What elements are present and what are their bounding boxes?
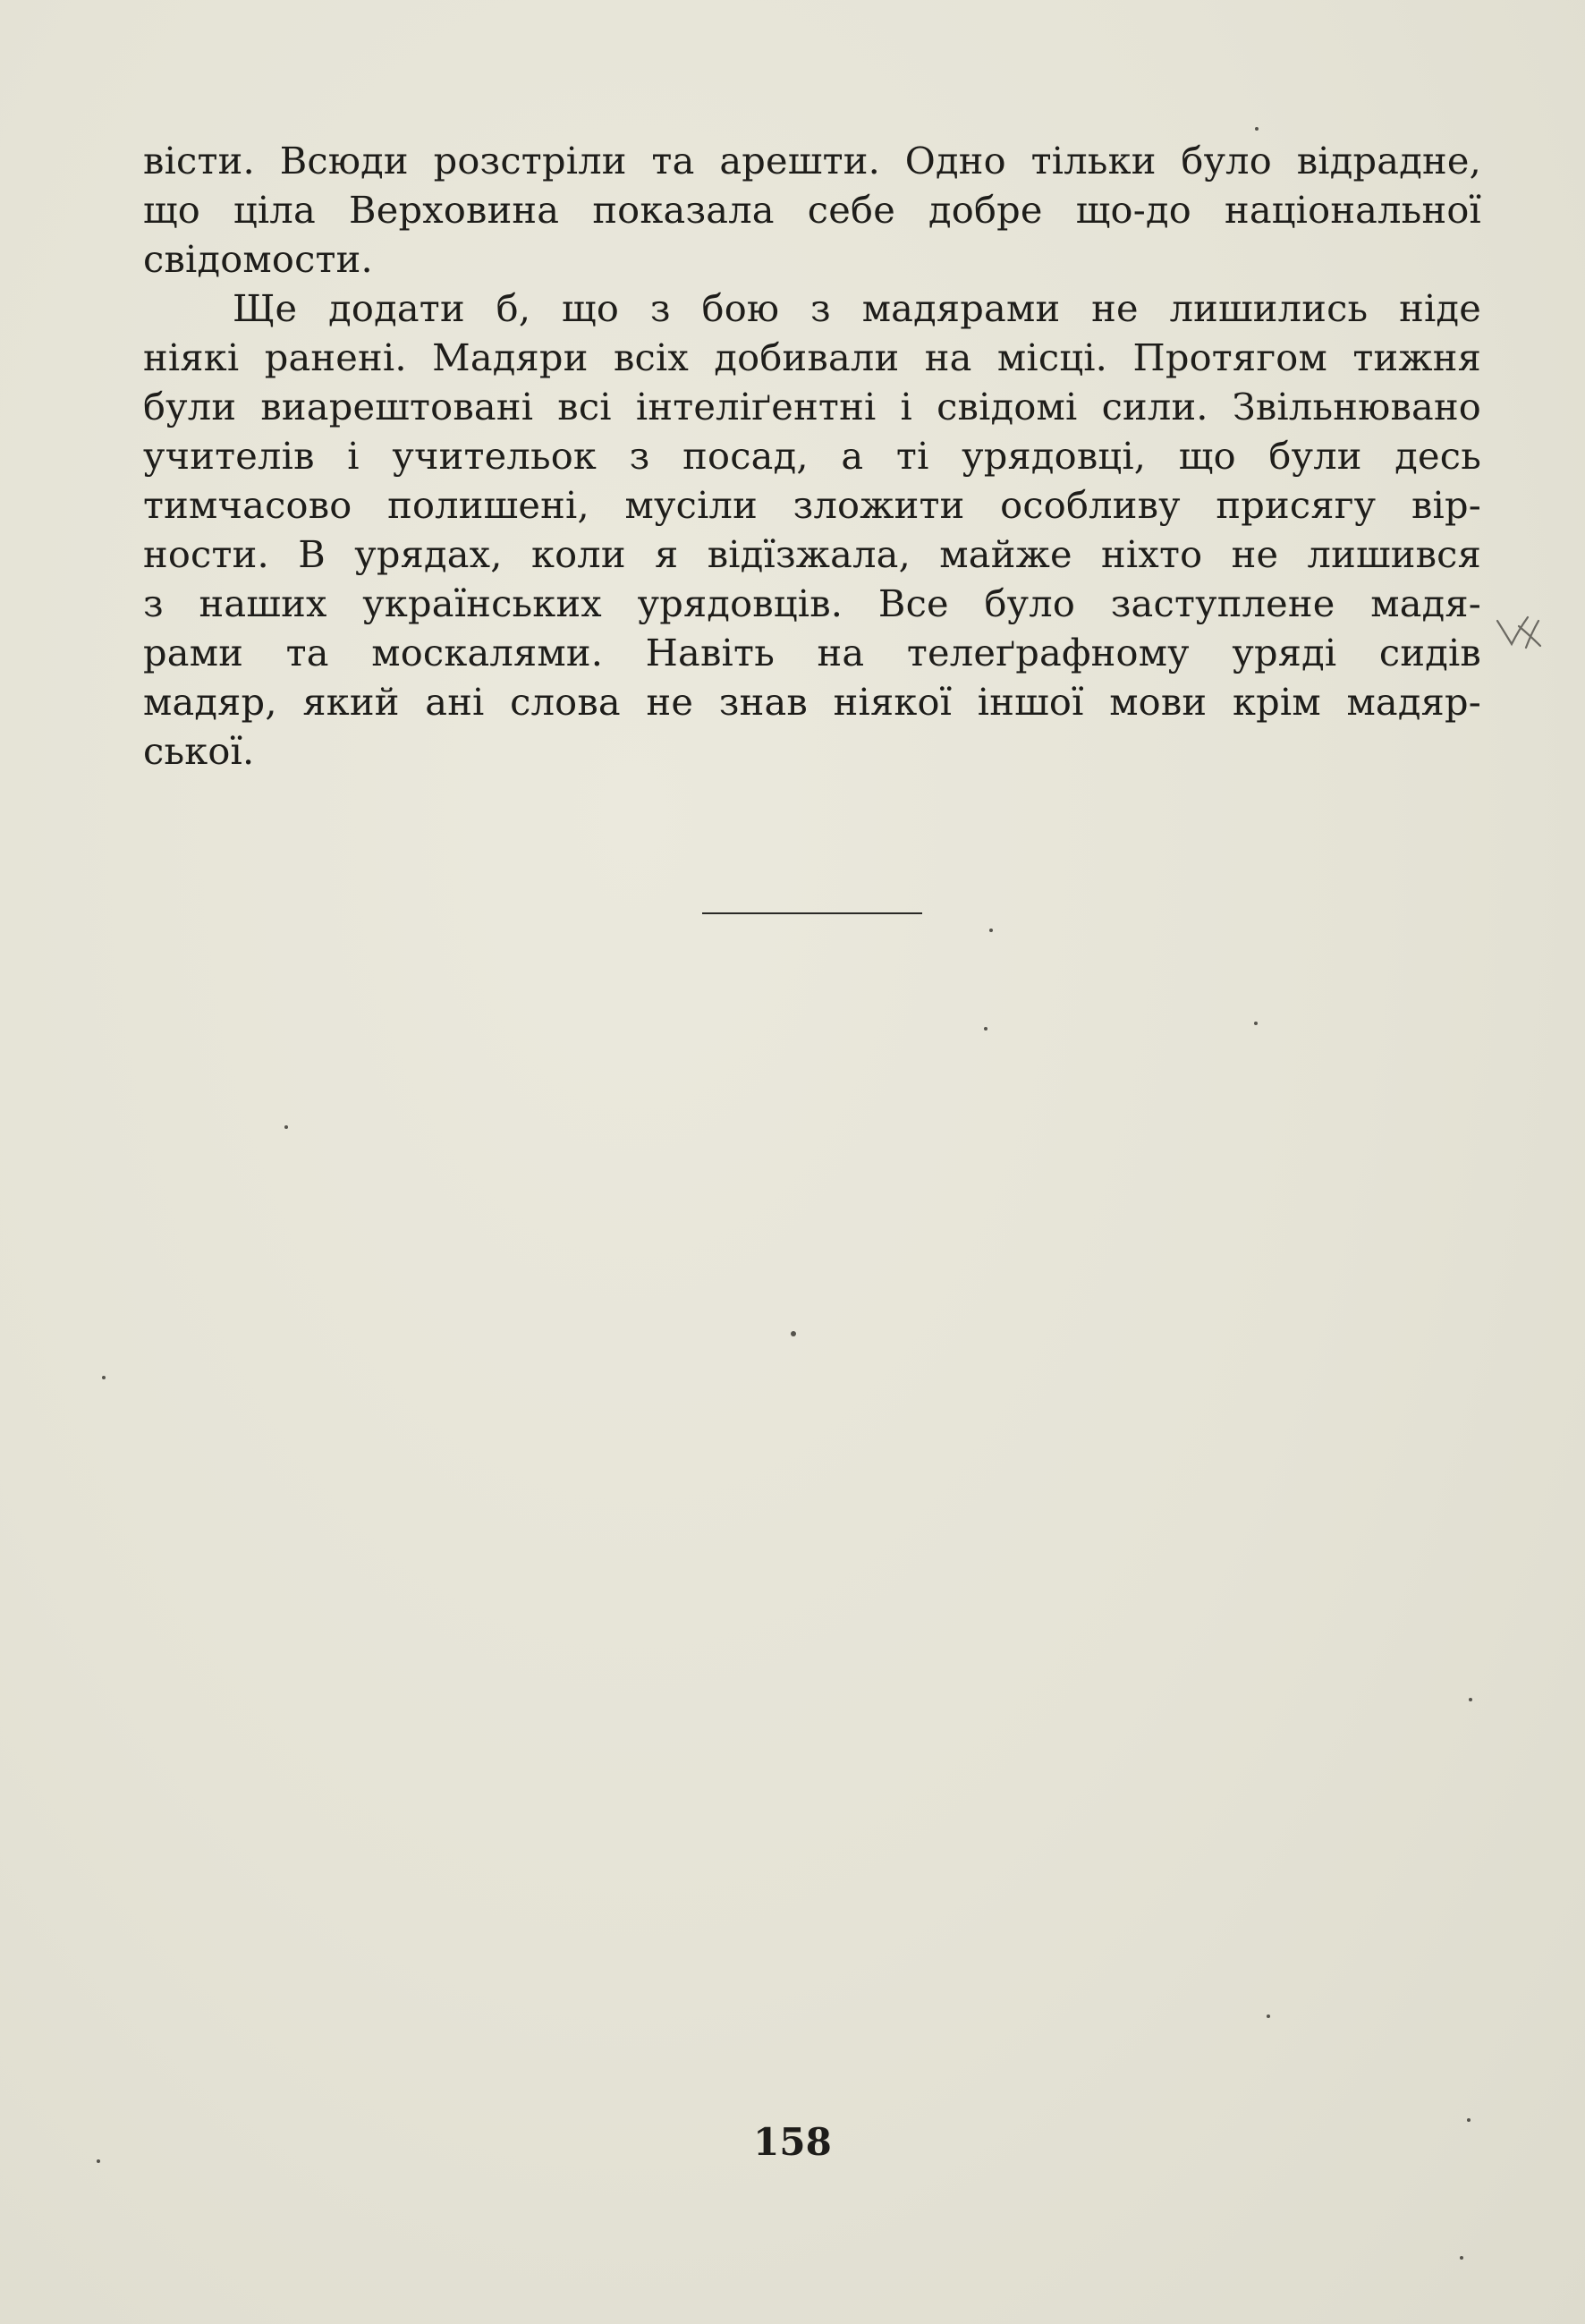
paper-speck bbox=[791, 1331, 796, 1336]
text-line: з наших українських урядовців. Все було заступлене мадя- bbox=[143, 581, 1481, 625]
paper-speck bbox=[989, 929, 993, 932]
handwritten-margin-mark bbox=[1492, 608, 1555, 653]
paper-speck bbox=[102, 1376, 106, 1379]
paper-speck bbox=[1267, 2014, 1270, 2018]
text-line: що ціла Верховина показала себе добре що-до національної bbox=[143, 188, 1481, 232]
text-line: ської. bbox=[143, 729, 255, 773]
paper-speck bbox=[284, 1125, 288, 1129]
paper-speck bbox=[1460, 2256, 1463, 2260]
text-line: рами та москалями. Навіть на телеґрафному уряді сидів bbox=[143, 631, 1481, 674]
text-line: тимчасово полишені, мусіли зложити особливу присягу вір- bbox=[143, 483, 1481, 527]
text-line: ности. В урядах, коли я відїзжала, майже ніхто не лишився bbox=[143, 532, 1481, 576]
text-line: були виарештовані всі інтеліґентні і свідомі сили. Звільнювано bbox=[143, 385, 1481, 428]
text-line: ніякі ранені. Мадяри всіх добивали на місці. Протягом тижня bbox=[143, 335, 1481, 379]
paper-speck bbox=[1255, 127, 1259, 131]
text-line: учителів і учительок з посад, а ті урядовці, що були десь bbox=[143, 434, 1481, 478]
paper-speck bbox=[984, 1027, 987, 1031]
paper-speck bbox=[1254, 1022, 1258, 1025]
paper-speck bbox=[1469, 1698, 1472, 1701]
body-text bbox=[143, 136, 1481, 776]
text-line: мадяр, який ані слова не знав ніякої іншої мови крім мадяр- bbox=[143, 680, 1481, 724]
paper-speck bbox=[1467, 2118, 1471, 2122]
page-number: 158 bbox=[753, 2120, 832, 2164]
text-line: вісти. Всюди розстріли та арешти. Одно тільки було відрадне, bbox=[143, 139, 1481, 182]
paper-speck bbox=[97, 2159, 100, 2163]
text-line: Ще додати б, що з бою з мадярами не лишились ніде bbox=[233, 286, 1481, 330]
section-divider bbox=[702, 912, 922, 914]
text-line: свідомости. bbox=[143, 237, 373, 281]
